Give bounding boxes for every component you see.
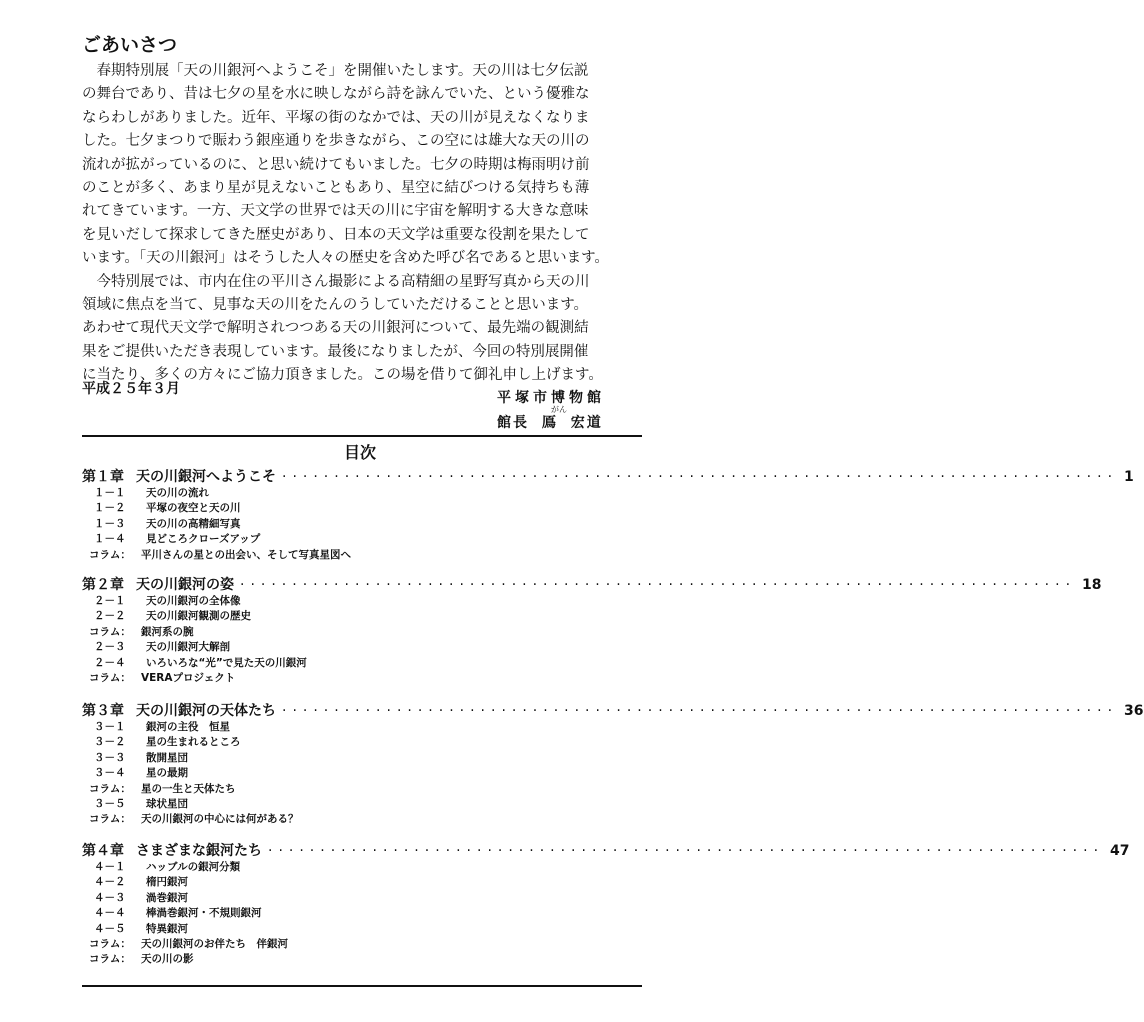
- toc-section-item[interactable]: [82, 891, 646, 906]
- section-label: 星の一生と天体たち: [141, 782, 236, 795]
- chapter-number: 第３章: [82, 703, 124, 719]
- toc-column-item[interactable]: [82, 548, 646, 563]
- section-label: 見どころクローズアップ: [146, 533, 261, 546]
- section-label: 天の川銀河の中心には何がある？: [141, 813, 299, 826]
- greeting-line: 領域に焦点を当て、見事な天の川をたんのうしていただけることと思います。: [82, 296, 589, 313]
- section-number: ４－１: [94, 861, 126, 873]
- section-number: コラム：: [89, 548, 131, 561]
- leader-dots: ················································································: [282, 469, 1119, 485]
- section-label: 特異銀河: [146, 922, 188, 935]
- section-number: ４－３: [94, 891, 126, 904]
- leader-dots: ················································································: [282, 703, 1119, 719]
- greeting-line: ならわしがありました。近年、平塚の街のなかでは、天の川が見えなくなりま: [82, 109, 590, 126]
- section-label: 銀河の主役 恒星: [146, 721, 230, 733]
- greeting-line: 春期特別展「天の川銀河へようこそ」を開催いたします。天の川は七夕伝説: [82, 63, 589, 79]
- section-number: １－３: [94, 517, 126, 530]
- section-number: １－１: [94, 487, 126, 499]
- section-label: 天の川銀河観測の歴史: [146, 610, 251, 623]
- toc-section-item[interactable]: [82, 751, 646, 766]
- toc-section-item[interactable]: [82, 501, 646, 516]
- section-number: ２－３: [94, 641, 126, 654]
- signature-ruby: がん: [551, 405, 567, 414]
- greeting-line: あわせて現代天文学で解明されつつある天の川銀河について、最先端の観測結: [82, 320, 589, 337]
- section-number: ３－１: [94, 721, 126, 733]
- toc-chapter: [82, 466, 1134, 563]
- section-label: 散開星団: [146, 751, 188, 764]
- chapter-number: 第１章: [82, 469, 124, 485]
- toc-section-item[interactable]: [82, 875, 646, 890]
- section-label: 平川さんの星との出会い、そして写真星図へ: [141, 548, 351, 561]
- greeting-title: ごあいさつ: [82, 34, 178, 56]
- toc-title: 目次: [343, 443, 376, 462]
- section-number: コラム：: [89, 671, 131, 684]
- section-label: 渦巻銀河: [146, 891, 188, 904]
- greeting-line: の舞台であり、昔は七夕の星を水に映しながら詩を詠んでいた、という優雅な: [82, 86, 590, 103]
- chapter-heading[interactable]: [82, 840, 1130, 860]
- chapter-number: 第２章: [82, 577, 124, 593]
- section-number: コラム：: [89, 937, 131, 950]
- section-label: 天の川銀河大解剖: [146, 641, 230, 654]
- chapter-title: 天の川銀河へようこそ: [136, 469, 276, 485]
- greeting-line: れてきています。一方、天文学の世界では天の川に宇宙を解明する大きな意味: [82, 203, 589, 220]
- toc-section-item[interactable]: [82, 797, 646, 812]
- greeting-line: 果をご提供いただき表現しています。最後になりましたが、今回の特別展開催: [82, 343, 589, 360]
- greeting-line: 今特別展では、市内在住の平川さん撮影による高精細の星野写真から天の川: [82, 273, 590, 290]
- divider-bottom: [82, 985, 642, 987]
- section-number: ４－５: [94, 922, 126, 935]
- section-label: 楕円銀河: [146, 876, 188, 889]
- toc-section-item[interactable]: [82, 922, 646, 937]
- section-label: VERAプロジェクト: [141, 671, 236, 684]
- toc-section-item[interactable]: [82, 486, 646, 501]
- toc-column-item[interactable]: [82, 812, 646, 827]
- greeting-line: に当たり、多くの方々にご協力頂きました。この場を借りて御礼申し上げます。: [82, 367, 603, 384]
- chapter-page: 47: [1110, 843, 1130, 859]
- toc-chapter: [82, 574, 1102, 686]
- toc-column-item[interactable]: [82, 671, 646, 686]
- greeting-line: を見いだして探求してきた歴史があり、日本の天文学は重要な役割を果たして: [82, 226, 590, 243]
- section-number: ３－３: [94, 751, 126, 764]
- chapter-heading[interactable]: [82, 466, 1134, 486]
- chapter-page: 1: [1124, 469, 1134, 485]
- section-label: 天の川の影: [141, 953, 194, 966]
- chapter-title: 天の川銀河の姿: [136, 577, 234, 593]
- toc-chapter: [82, 700, 1144, 828]
- section-label: 星の最期: [146, 767, 188, 780]
- toc-column-item[interactable]: [82, 625, 646, 640]
- toc-section-item[interactable]: [82, 906, 646, 921]
- date: 平成２５年３月: [82, 381, 180, 397]
- section-number: ２－１: [94, 595, 126, 607]
- toc-chapter: [82, 840, 1130, 968]
- section-number: ４－２: [94, 876, 126, 889]
- section-label: いろいろな“光”で見た天の川銀河: [146, 656, 307, 669]
- divider-top: [82, 435, 642, 437]
- toc-section-item[interactable]: [82, 609, 646, 624]
- chapter-heading[interactable]: [82, 574, 1102, 594]
- chapter-page: 36: [1124, 703, 1144, 719]
- section-label: 棒渦巻銀河・不規則銀河: [146, 907, 262, 920]
- signature-organization: 平塚市博物館: [497, 390, 605, 406]
- section-label: 天の川銀河の全体像: [146, 595, 241, 607]
- toc-section-item[interactable]: [82, 766, 646, 781]
- section-label: 銀河系の腕: [141, 625, 194, 638]
- section-number: コラム：: [89, 813, 131, 826]
- toc-column-item[interactable]: [82, 952, 646, 967]
- section-number: ３－５: [94, 797, 126, 810]
- greeting-line: した。七夕まつりで賑わう銀座通りを歩きながら、この空には雄大な天の川の: [82, 133, 590, 150]
- toc-section-item[interactable]: [82, 640, 646, 655]
- leader-dots: ················································································: [268, 843, 1105, 859]
- greeting-line: 流れが拡がっているのに、と思い続けてもいました。七夕の時期は梅雨明け前: [82, 156, 590, 173]
- section-number: ２－２: [94, 610, 126, 623]
- section-number: １－２: [94, 502, 126, 515]
- toc-section-item[interactable]: [82, 720, 646, 735]
- signature-name: 館長 鳫 宏道: [497, 415, 603, 431]
- toc-section-item[interactable]: [82, 656, 646, 671]
- section-number: ４－４: [94, 907, 126, 920]
- section-label: 天の川銀河のお伴たち 伴銀河: [141, 937, 288, 950]
- leader-dots: ················································································: [240, 577, 1077, 593]
- chapter-title: さまざまな銀河たち: [136, 843, 262, 859]
- section-label: 球状星団: [146, 797, 188, 810]
- chapter-heading[interactable]: [82, 700, 1144, 720]
- section-label: 平塚の夜空と天の川: [146, 502, 241, 515]
- greeting-line: のことが多く、あまり星が見えないこともあり、星空に結びつける気持ちも薄: [82, 179, 590, 196]
- greeting-line: います。「天の川銀河」はそうした人々の歴史を含めた呼び名であると思います。: [82, 250, 609, 267]
- section-number: コラム：: [89, 625, 131, 638]
- section-number: コラム：: [89, 953, 131, 966]
- section-number: ３－２: [94, 736, 126, 749]
- section-label: 天の川の高精細写真: [146, 517, 241, 530]
- section-label: ハッブルの銀河分類: [146, 861, 241, 873]
- section-label: 星の生まれるところ: [146, 736, 241, 749]
- chapter-number: 第４章: [82, 843, 124, 859]
- greeting-body: [82, 60, 648, 387]
- toc-section-item[interactable]: [82, 517, 646, 532]
- section-label: 天の川の流れ: [146, 487, 209, 499]
- toc-section-item[interactable]: [82, 594, 646, 609]
- toc-column-item[interactable]: [82, 937, 646, 952]
- chapter-page: 18: [1082, 577, 1102, 593]
- toc-section-item[interactable]: [82, 532, 646, 547]
- toc-section-item[interactable]: [82, 860, 646, 875]
- chapter-title: 天の川銀河の天体たち: [136, 703, 276, 719]
- section-number: １－４: [94, 533, 126, 546]
- section-number: ２－４: [94, 656, 126, 669]
- section-number: コラム：: [89, 782, 131, 795]
- toc-section-item[interactable]: [82, 735, 646, 750]
- section-number: ３－４: [94, 767, 126, 780]
- toc-column-item[interactable]: [82, 782, 646, 797]
